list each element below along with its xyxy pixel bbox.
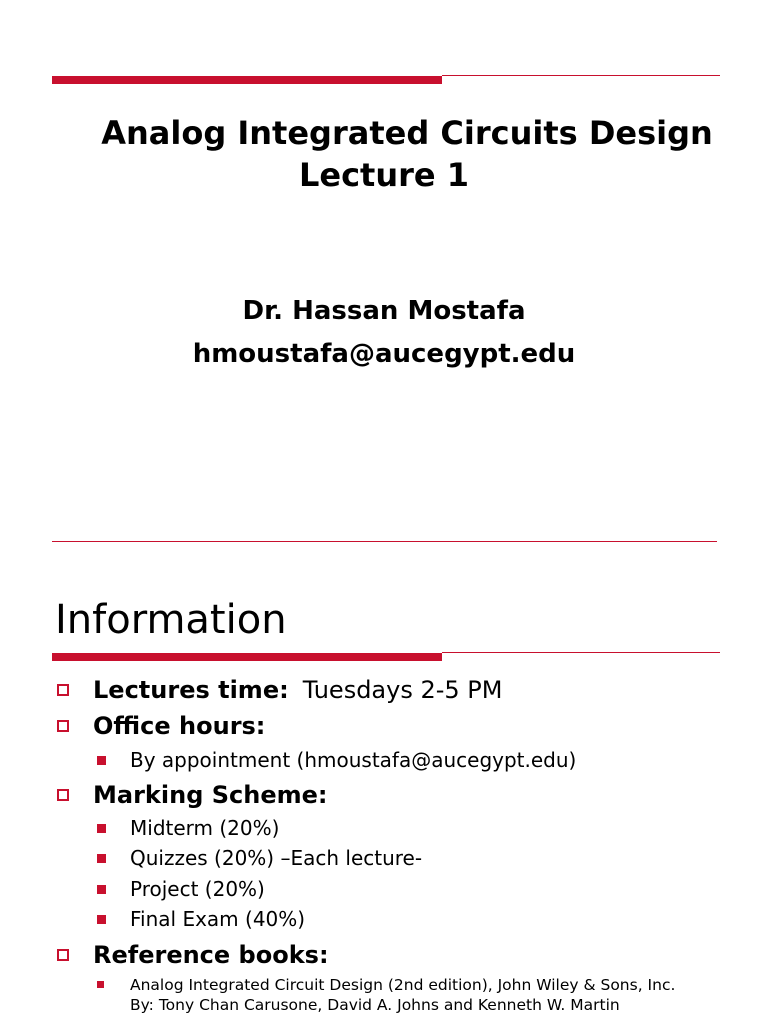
slide-title-line2: Lecture 1 <box>298 156 470 194</box>
filled-square-bullet-icon <box>97 981 104 988</box>
lectures-time-item <box>55 673 502 707</box>
office-hours-item <box>55 709 265 743</box>
slide2-heading: Information <box>55 597 287 643</box>
office-hours-subitem <box>97 745 576 775</box>
hollow-square-bullet-icon <box>57 789 69 801</box>
lectures-time-label: Lectures time: <box>93 676 289 704</box>
marking-text: Final Exam (40%) <box>130 907 306 931</box>
filled-square-bullet-icon <box>97 854 106 863</box>
reference-text <box>130 975 675 1015</box>
filled-square-bullet-icon <box>97 885 106 894</box>
marking-text: Midterm (20%) <box>130 816 280 840</box>
office-hours-text: By appointment (hmoustafa@aucegypt.edu) <box>130 748 577 772</box>
slide-divider <box>52 541 717 542</box>
author-name: Dr. Hassan Mostafa <box>242 296 526 326</box>
slide1-top-rule-thick <box>52 76 442 84</box>
filled-square-bullet-icon <box>97 756 106 765</box>
hollow-square-bullet-icon <box>57 720 69 732</box>
marking-subitem <box>97 904 305 934</box>
office-hours-label: Office hours: <box>93 712 266 740</box>
reference-line1: Analog Integrated Circuit Design (2nd edition), John Wiley & Sons, Inc. <box>130 976 676 994</box>
filled-square-bullet-icon <box>97 915 106 924</box>
slide1-top-rule-thin <box>442 75 720 76</box>
reference-books-label: Reference books: <box>93 941 329 969</box>
slide-title-line1: Analog Integrated Circuits Design <box>101 114 713 152</box>
filled-square-bullet-icon <box>97 824 106 833</box>
reference-subitem <box>97 975 675 1015</box>
author-email: hmoustafa@aucegypt.edu <box>192 339 576 369</box>
slide2-rule-thick <box>52 653 442 661</box>
hollow-square-bullet-icon <box>57 949 69 961</box>
marking-scheme-label: Marking Scheme: <box>93 781 328 809</box>
lectures-time-value: Tuesdays 2-5 PM <box>302 676 503 704</box>
marking-text: Project (20%) <box>130 877 265 901</box>
marking-subitem <box>97 843 422 873</box>
marking-subitem <box>97 813 279 843</box>
slide2-rule-thin <box>442 652 720 653</box>
marking-scheme-item <box>55 778 327 812</box>
marking-text: Quizzes (20%) –Each lecture- <box>130 846 423 870</box>
marking-subitem <box>97 874 265 904</box>
reference-books-item <box>55 938 329 972</box>
hollow-square-bullet-icon <box>57 684 69 696</box>
reference-line2: By: Tony Chan Carusone, David A. Johns and Kenneth W. Martin <box>130 996 620 1014</box>
